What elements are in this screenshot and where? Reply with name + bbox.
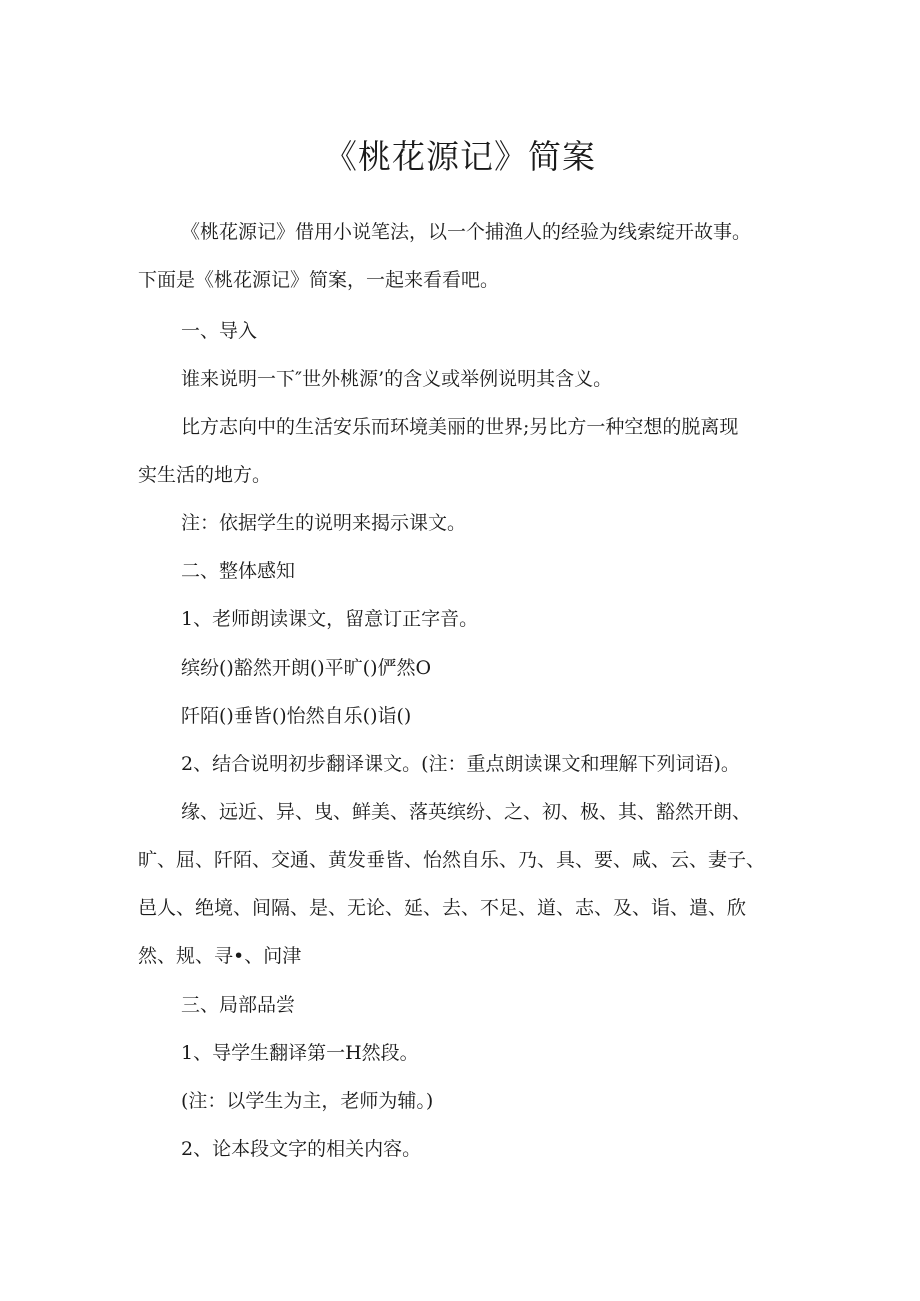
teacher-note: (注：以学生为主，老师为辅。) <box>181 1090 434 1112</box>
pronunciation-words-1: 缤纷()豁然开朗()平旷()俨然O <box>181 657 432 679</box>
answer-line-2: 实生活的地方。 <box>138 464 272 486</box>
question-paragraph: 谁来说明一下″世外桃源’的含义或举例说明其含义。 <box>181 368 613 390</box>
list-item-translate-paragraph: 1、导学生翻译第一H然段。 <box>181 1042 419 1064</box>
page-title: 《桃花源记》简案 <box>324 137 596 176</box>
section-heading-overview: 二、整体感知 <box>181 560 296 582</box>
section-heading-intro: 一、导入 <box>181 320 258 342</box>
pronunciation-words-2: 阡陌()垂皆()怡然自乐()诣() <box>181 705 412 727</box>
list-item-translate: 2、结合说明初步翻译课文。(注：重点朗读课文和理解下列词语)。 <box>181 753 740 775</box>
vocab-line-4: 然、规、寻•、问津 <box>138 945 302 967</box>
note-paragraph: 注：依据学生的说明来揭示课文。 <box>181 512 467 534</box>
vocab-line-3: 邑人、绝境、间隔、是、无论、延、去、不足、道、志、及、诣、遣、欣 <box>138 897 747 919</box>
section-heading-appreciation: 三、局部品尝 <box>181 994 296 1016</box>
intro-line-1: 《桃花源记》借用小说笔法，以一个捕渔人的经验为线索绽开故事。 <box>181 221 752 243</box>
vocab-line-2: 旷、屈、阡陌、交通、黄发垂皆、怡然自乐、乃、具、要、咸、云、妻子、 <box>138 849 766 871</box>
answer-line-1: 比方志向中的生活安乐而环境美丽的世界;另比方一种空想的脱离现 <box>181 416 739 438</box>
list-item-discuss: 2、论本段文字的相关内容。 <box>181 1138 422 1160</box>
intro-line-2: 下面是《桃花源记》简案，一起来看看吧。 <box>138 269 500 291</box>
list-item-read-aloud: 1、老师朗读课文，留意订正字音。 <box>181 608 479 630</box>
vocab-line-1: 缘、远近、异、曳、鲜美、落英缤纷、之、初、极、其、豁然开朗、 <box>181 801 752 823</box>
